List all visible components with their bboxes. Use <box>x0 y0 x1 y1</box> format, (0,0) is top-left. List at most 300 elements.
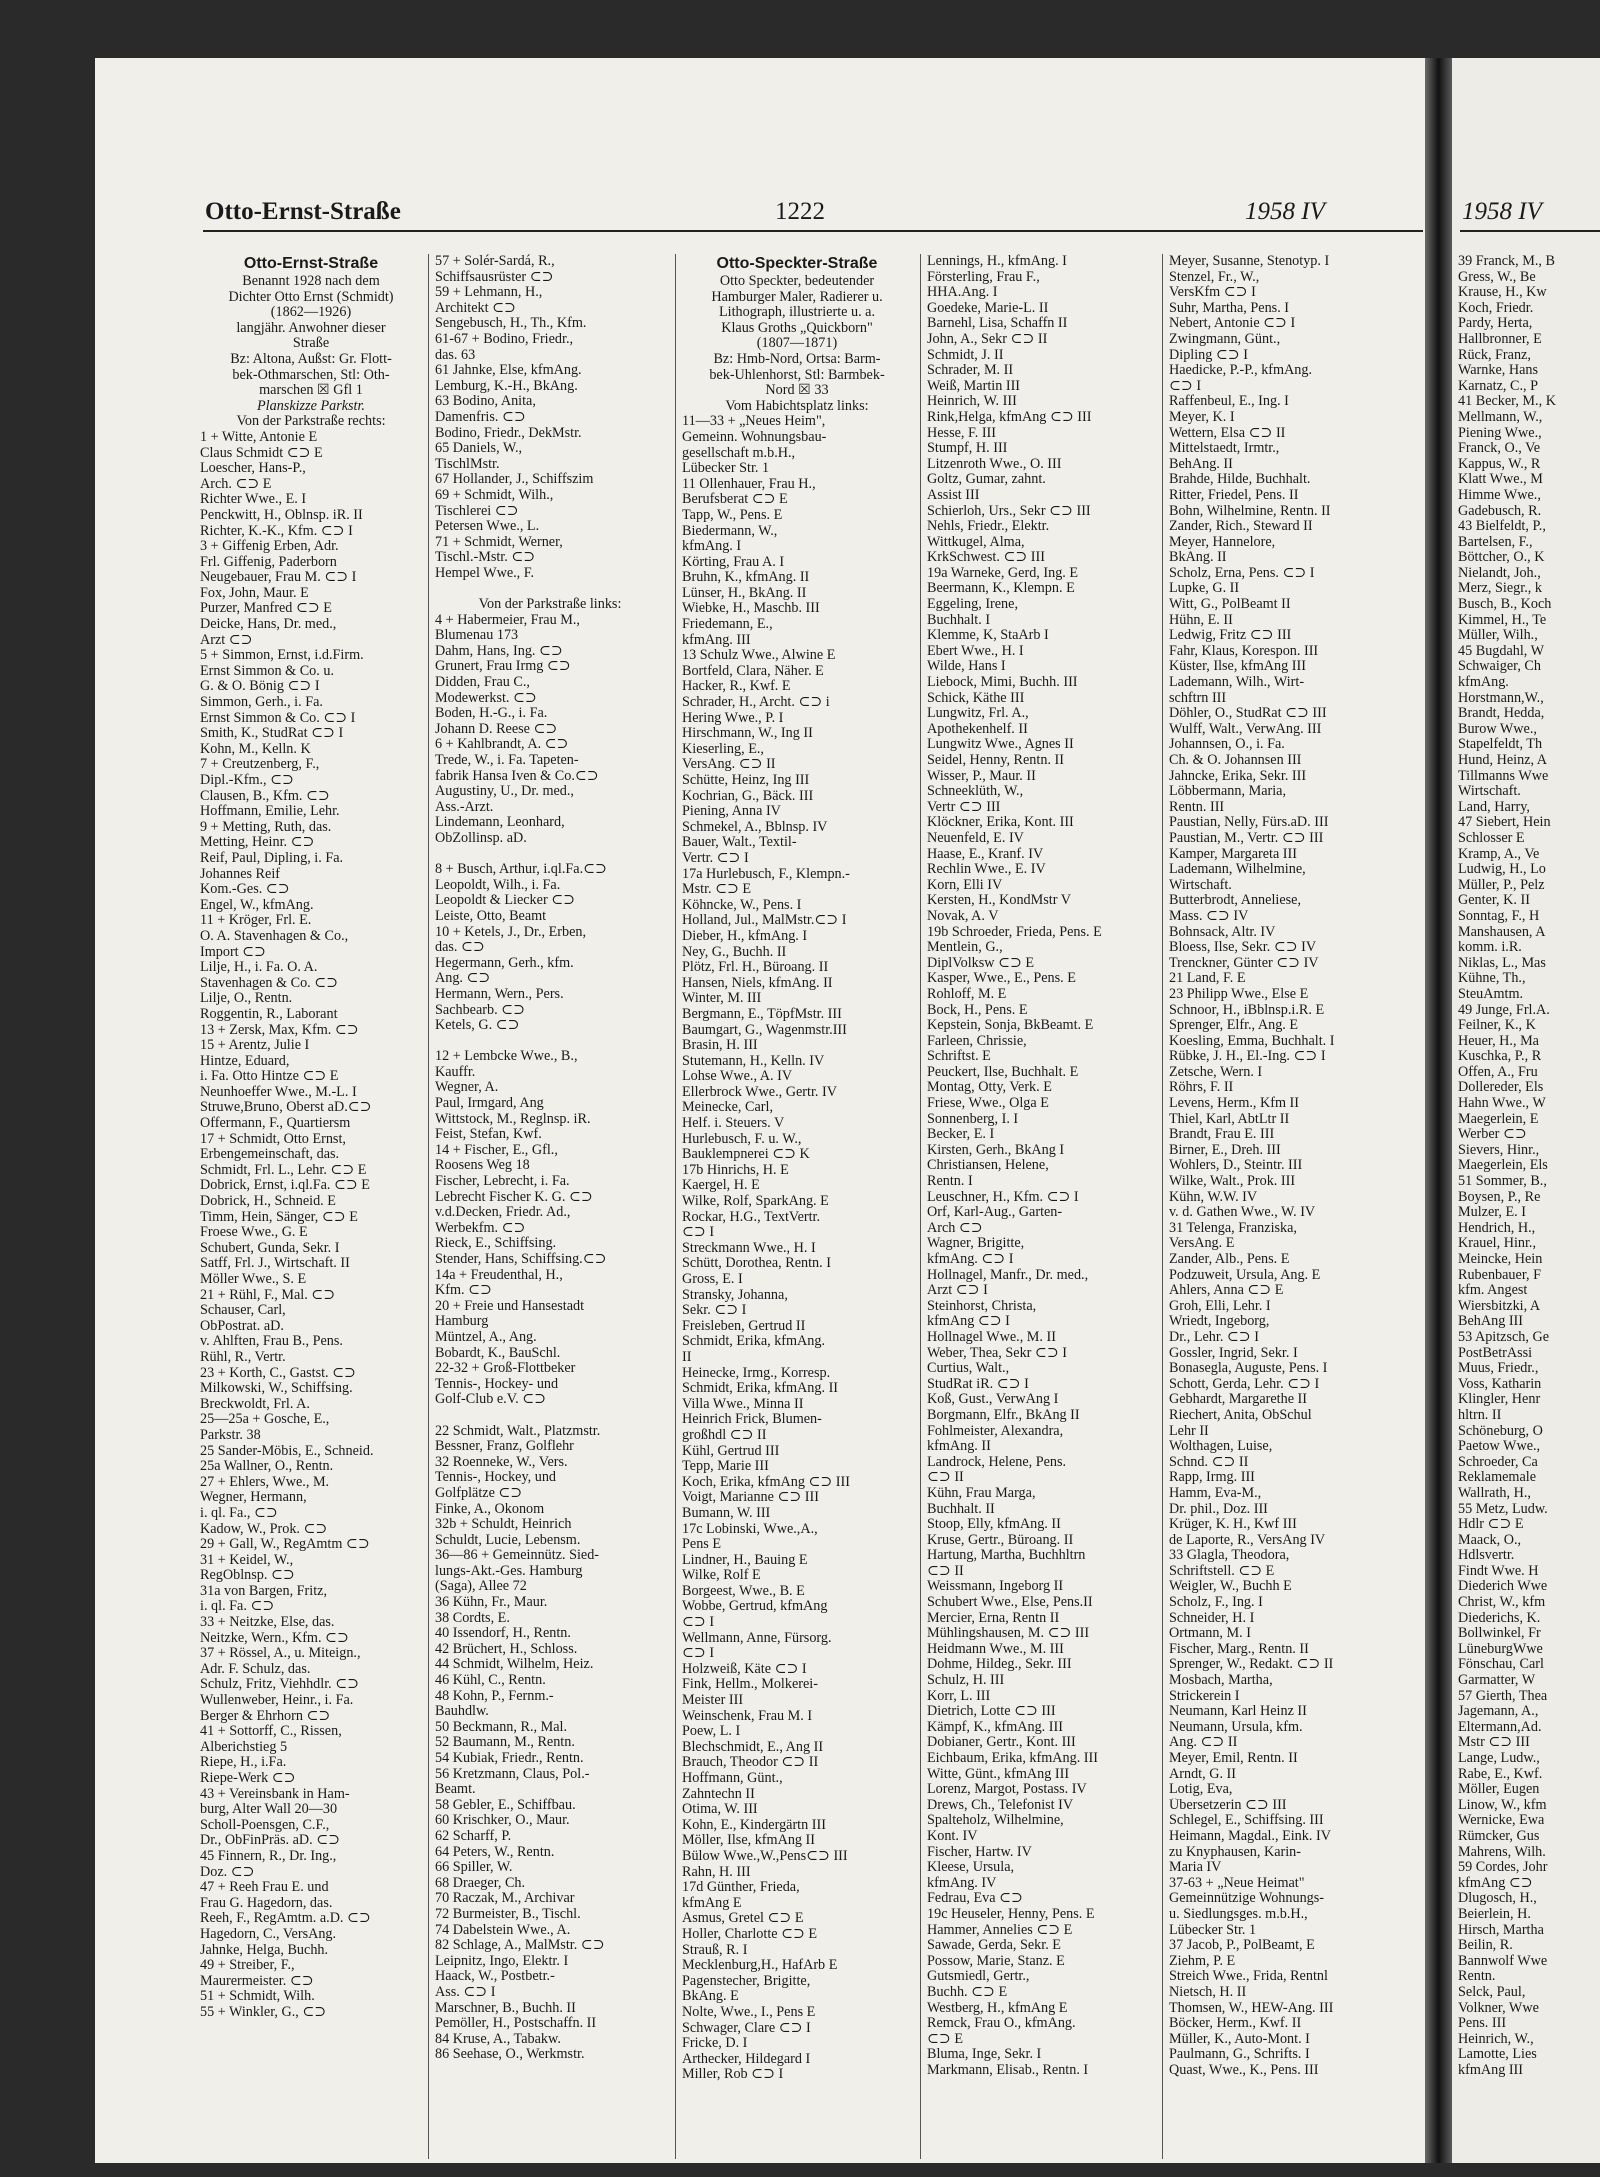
directory-entry: Rentn. I <box>927 1174 973 1190</box>
directory-entry: Adr. F. Schulz, das. <box>200 1661 311 1677</box>
directory-entry: 71 + Schmidt, Werner, <box>435 534 563 550</box>
directory-entry: Apothekenhelf. II <box>927 721 1028 737</box>
directory-entry: Rieck, E., Schiffsing. <box>435 1236 557 1252</box>
directory-entry: Schöneburg, O <box>1458 1422 1543 1439</box>
directory-entry: Mstr ⊂⊃ III <box>1458 1734 1530 1751</box>
directory-entry: Christ, W., kfm <box>1458 1594 1546 1611</box>
directory-entry: Von der Parkstraße links: <box>478 597 622 613</box>
directory-entry: Bz: Altona, Außst: Gr. Flott- <box>230 351 392 367</box>
directory-entry: 17b Hinrichs, H. E <box>682 1162 789 1178</box>
directory-entry: Kadow, W., Prok. ⊂⊃ <box>200 1521 328 1537</box>
directory-entry: Heinrich, W., <box>1458 2030 1534 2047</box>
directory-entry: Johannes Reif <box>200 866 280 882</box>
directory-entry: Müller, K., Auto-Mont. I <box>1169 2031 1310 2047</box>
directory-entry: Paetow Wwe., <box>1458 1438 1541 1455</box>
directory-entry: Modewerkst. ⊂⊃ <box>435 690 537 706</box>
directory-entry: zu Knyphausen, Karin- <box>1169 1844 1301 1860</box>
directory-entry: Schriftst. E <box>927 1049 991 1065</box>
directory-entry: bek-Uhlenhorst, Stl: Barmbek- <box>709 367 885 383</box>
directory-entry: 14a + Freudenthal, H., <box>435 1267 563 1283</box>
directory-entry: Schauser, Carl, <box>200 1303 286 1319</box>
directory-entry: Lilje, H., i. Fa. O. A. <box>200 960 318 976</box>
directory-entry: Schroeder, Ca <box>1458 1453 1538 1470</box>
directory-entry: Dobrick, Ernst, i.ql.Fa. ⊂⊃ E <box>200 1178 370 1194</box>
directory-entry: Gadebusch, R. <box>1458 502 1542 519</box>
directory-entry: Jagemann, A., <box>1458 1703 1539 1720</box>
directory-entry: Wilde, Hans I <box>927 659 1006 675</box>
directory-entry: 21 + Rühl, F., Mal. ⊂⊃ <box>200 1287 336 1303</box>
directory-entry: Purzer, Manfred ⊂⊃ E <box>200 601 332 617</box>
directory-entry: 43 Bielfeldt, P., <box>1458 518 1546 535</box>
directory-entry: Bz: Hmb-Nord, Ortsa: Barm- <box>713 351 881 367</box>
directory-entry: Nord ☒ 33 <box>765 383 829 399</box>
directory-entry: gesellschaft m.b.H., <box>682 445 796 461</box>
directory-entry: Schütte, Heinz, Ing III <box>682 773 810 788</box>
directory-entry: Schrader, H., Archt. ⊂⊃ i <box>682 695 830 711</box>
directory-entry: Goltz, Gumar, zahnt. <box>927 472 1046 488</box>
directory-entry: 38 Cordts, E. <box>435 1610 510 1626</box>
directory-entry: 59 + Lehmann, H., <box>435 285 543 301</box>
directory-entry: Stavenhagen & Co. ⊂⊃ <box>200 975 339 991</box>
directory-entry: Döhler, O., StudRat ⊂⊃ III <box>1169 706 1327 722</box>
directory-entry: 52 Baumann, M., Rentn. <box>435 1735 575 1751</box>
column-1 <box>200 254 422 2159</box>
directory-entry: Parkstr. 38 <box>200 1427 261 1443</box>
directory-entry: Wobbe, Gertrud, kfmAng <box>682 1599 828 1615</box>
directory-entry: Löbbermann, Maria, <box>1169 784 1287 800</box>
directory-entry: Lemburg, K.-H., BkAng. <box>435 378 578 394</box>
directory-entry: Wagner, Brigitte, <box>927 1236 1025 1252</box>
directory-entry: Lungwitz Wwe., Agnes II <box>927 737 1074 753</box>
directory-entry: Buchhalt. I <box>927 612 991 628</box>
directory-entry: Deicke, Hans, Dr. med., <box>200 617 337 633</box>
directory-entry: Fink, Hellm., Molkerei- <box>682 1677 818 1693</box>
directory-entry: Bumann, W. III <box>682 1505 771 1521</box>
directory-entry: Krause, H., Kw <box>1458 284 1547 301</box>
directory-entry: Leuschner, H., Kfm. ⊂⊃ I <box>927 1189 1079 1205</box>
directory-entry: Neuenfeld, E. IV <box>927 830 1024 846</box>
directory-entry: Neugebauer, Frau M. ⊂⊃ I <box>200 570 357 586</box>
directory-entry: Baumgart, G., Wagenmstr.III <box>682 1022 847 1038</box>
directory-entry: Böcker, Herm., Kwf. II <box>1169 2016 1302 2032</box>
page-number: 1222 <box>775 198 825 225</box>
directory-entry: Otto Speckter, bedeutender <box>719 274 875 289</box>
directory-entry: Satff, Frl. J., Wirtschaft. II <box>200 1256 350 1272</box>
directory-entry: i. Fa. Otto Hintze ⊂⊃ E <box>200 1069 339 1085</box>
directory-entry: schftrn III <box>1169 690 1227 706</box>
directory-entry: Hund, Heinz, A <box>1458 752 1548 768</box>
directory-entry: Stoop, Elly, kfmAng. II <box>927 1517 1061 1533</box>
directory-entry: Hoffmann, Günt., <box>682 1771 783 1786</box>
directory-entry: Heinecke, Irmg., Korresp. <box>682 1365 831 1381</box>
directory-entry: das. 63 <box>435 347 476 363</box>
directory-entry: Roggentin, R., Laborant <box>200 1006 338 1022</box>
directory-entry: 72 Burmeister, B., Tischl. <box>435 1906 581 1922</box>
directory-entry: Wulff, Walt., VerwAng. III <box>1169 721 1322 737</box>
directory-entry: Dipl.-Kfm., ⊂⊃ <box>200 773 294 788</box>
column-divider <box>428 254 429 2159</box>
directory-entry: Manshausen, A <box>1458 923 1546 940</box>
directory-entry: Lademann, Wilh., Wirt- <box>1169 675 1305 691</box>
directory-entry: Brandt, Frau E. III <box>1169 1127 1275 1143</box>
column-divider <box>675 254 676 2159</box>
directory-entry: Hoffmann, Emilie, Lehr. <box>200 804 340 820</box>
directory-entry: Hintze, Eduard, <box>200 1053 290 1069</box>
directory-entry: Damenfris. ⊂⊃ <box>435 409 526 425</box>
directory-entry: LüneburgWwe <box>1458 1640 1543 1657</box>
directory-entry: Bortfeld, Clara, Näher. E <box>682 663 824 679</box>
directory-entry: ⊂⊃ I <box>682 1615 715 1631</box>
directory-entry: Riechert, Anita, ObSchul <box>1169 1407 1312 1423</box>
directory-entry: 61 Jahnke, Else, kfmAng. <box>435 363 582 379</box>
directory-entry: Quast, Wwe., K., Pens. III <box>1169 2062 1319 2078</box>
directory-entry: Hollnagel, Manfr., Dr. med., <box>927 1267 1089 1283</box>
directory-entry: ObPostrat. aD. <box>200 1318 284 1334</box>
directory-entry: Benannt 1928 nach dem <box>242 274 380 289</box>
directory-entry: Raffenbeul, E., Ing. I <box>1169 394 1289 410</box>
directory-entry: Böttcher, O., K <box>1458 549 1545 566</box>
directory-entry: Lindner, H., Bauing E <box>682 1552 808 1568</box>
column-divider <box>920 254 921 2159</box>
directory-entry: Fox, John, Maur. E <box>200 585 309 601</box>
directory-entry: Augustiny, U., Dr. med., <box>435 784 574 800</box>
directory-entry: Pagenstecher, Brigitte, <box>682 1973 811 1989</box>
directory-entry: 1 + Witte, Antonie E <box>200 429 318 445</box>
directory-entry: Biedermann, W., <box>682 523 778 539</box>
directory-entry: HHA.Ang. I <box>927 285 998 301</box>
directory-entry: Piening Wwe., <box>1458 424 1542 441</box>
directory-entry: Schlegel, E., Schiffsing. III <box>1169 1813 1324 1829</box>
directory-entry: Frl. Giffenig, Paderborn <box>200 554 337 570</box>
directory-entry: Schütt, Dorothea, Rentn. I <box>682 1256 831 1272</box>
directory-entry: Piening, Anna IV <box>682 804 781 820</box>
directory-entry: Nielandt, Joh., <box>1458 564 1541 581</box>
year-volume: 1958 IV <box>1245 198 1325 225</box>
directory-entry: 41 Becker, M., K <box>1458 393 1556 410</box>
directory-entry: 51 + Schmidt, Wilh. <box>200 1989 315 2005</box>
directory-entry: Hühn, E. II <box>1169 612 1233 628</box>
directory-entry: 11 Ollenhauer, Frau H., <box>682 476 816 492</box>
directory-entry: Stumpf, H. III <box>927 441 1008 457</box>
directory-entry: Johannsen, O., i. Fa. <box>1169 737 1285 753</box>
directory-entry: Warnke, Hans <box>1458 362 1539 379</box>
column-2 <box>435 254 665 2159</box>
directory-entry: Maack, O., <box>1458 1531 1522 1548</box>
directory-entry: Mühlingshausen, M. ⊂⊃ III <box>927 1626 1090 1642</box>
directory-entry: Kohn, E., Kindergärtn III <box>682 1817 826 1833</box>
directory-entry: Schuldt, Lucie, Lebensm. <box>435 1532 581 1548</box>
directory-entry: 41 + Sottorff, C., Rissen, <box>200 1724 342 1740</box>
directory-entry: ⊂⊃ II <box>927 1470 964 1486</box>
directory-entry: Steinhorst, Christa, <box>927 1298 1037 1314</box>
directory-entry: Hamburg <box>435 1314 489 1330</box>
directory-entry: 84 Kruse, A., Tabakw. <box>435 2031 561 2047</box>
directory-entry: Wittstock, M., Reglnsp. iR. <box>435 1111 591 1127</box>
directory-entry: Roosens Weg 18 <box>435 1158 530 1174</box>
directory-entry: Streich Wwe., Frida, Rentnl <box>1169 1969 1328 1985</box>
directory-entry: v. Ahlften, Frau B., Pens. <box>200 1334 343 1350</box>
directory-entry: Dieber, H., kfmAng. I <box>682 928 808 944</box>
directory-entry: Levens, Herm., Kfm II <box>1169 1096 1300 1112</box>
directory-entry: John, A., Sekr ⊂⊃ II <box>927 331 1048 347</box>
directory-entry: Hamm, Eva-M., <box>1169 1485 1262 1501</box>
directory-entry: 25—25a + Gosche, E., <box>200 1412 330 1428</box>
directory-entry: 74 Dabelstein Wwe., A. <box>435 1922 571 1938</box>
directory-entry: Kasper, Wwe., E., Pens. E <box>927 971 1076 987</box>
directory-entry: Lehr II <box>1169 1423 1209 1439</box>
directory-entry: 65 Daniels, W., <box>435 441 523 457</box>
directory-entry: 3 + Giffenig Erben, Adr. <box>200 539 339 555</box>
directory-entry: kfmAng ⊂⊃ I <box>927 1314 1010 1330</box>
directory-entry: Gress, W., Be <box>1458 268 1536 285</box>
directory-entry: Orf, Karl-Aug., Garten- <box>927 1205 1063 1221</box>
directory-entry: Ang. ⊂⊃ <box>435 971 491 987</box>
directory-entry: Heinrich Frick, Blumen- <box>682 1412 822 1428</box>
directory-entry: SteuAmtm. <box>1458 985 1524 1002</box>
directory-entry: TischlMstr. <box>435 456 500 472</box>
directory-entry: Simmon, Gerh., i. Fa. <box>200 695 323 711</box>
directory-entry: Hammer, Annelies ⊂⊃ E <box>927 1922 1073 1938</box>
directory-entry: Kleese, Ursula, <box>927 1860 1015 1876</box>
directory-entry: Schiffsausrüster ⊂⊃ <box>435 269 554 285</box>
directory-entry: Tillmanns Wwe <box>1458 767 1549 784</box>
directory-entry: Wallrath, H., <box>1458 1484 1531 1501</box>
directory-entry: 23 + Korth, C., Gastst. ⊂⊃ <box>200 1365 356 1381</box>
directory-entry: Lupke, G. II <box>1169 581 1240 597</box>
directory-entry: Kaergel, H. E <box>682 1178 760 1194</box>
directory-entry: Lithograph, illustrierte u. a. <box>718 305 876 321</box>
directory-entry: Possow, Marie, Stanz. E <box>927 1953 1065 1969</box>
directory-entry: Didden, Frau C., <box>435 675 530 691</box>
directory-entry: Paustian, Nelly, Fürs.aD. III <box>1169 815 1329 831</box>
directory-entry: Erbengemeinschaft, das. <box>200 1147 340 1163</box>
directory-entry: Becker, E. I <box>927 1127 995 1143</box>
directory-entry: Straße <box>292 336 330 352</box>
directory-entry <box>435 1408 665 1424</box>
directory-entry: 48 Kohn, P., Fernm.- <box>435 1688 554 1704</box>
directory-entry: Mstr. ⊂⊃ E <box>682 882 752 898</box>
directory-entry: G. & O. Bönig ⊂⊃ I <box>200 679 320 695</box>
directory-entry: Korn, Elli IV <box>927 877 1003 893</box>
directory-entry: 66 Spiller, W. <box>435 1860 513 1876</box>
directory-entry: Plötz, Frl. H., Büroang. II <box>682 960 829 976</box>
directory-entry: Koß, Gust., VerwAng I <box>927 1392 1059 1408</box>
directory-entry: Kersten, H., KondMstr V <box>927 893 1071 909</box>
directory-entry: Peuckert, Ilse, Buchhalt. E <box>927 1064 1079 1080</box>
directory-entry: Novak, A. V <box>927 908 999 924</box>
directory-entry: Birner, E., Dreh. III <box>1169 1142 1281 1158</box>
directory-entry: Volkner, Wwe <box>1458 1999 1539 2016</box>
directory-entry: PostBetrAssi <box>1458 1344 1533 1361</box>
directory-entry: Beierlein, H. <box>1458 1905 1531 1922</box>
directory-entry: Wiebke, H., Maschb. III <box>682 601 820 617</box>
directory-entry: Mellmann, W., <box>1458 408 1543 425</box>
directory-entry: Von der Parkstraße rechts: <box>236 414 386 430</box>
directory-entry: Paustian, M., Vertr. ⊂⊃ III <box>1169 830 1324 846</box>
directory-entry: Stutemann, H., Kelln. IV <box>682 1053 825 1069</box>
directory-entry: v. d. Gathen Wwe., W. IV <box>1169 1205 1316 1221</box>
directory-entry: Brahde, Hilde, Buchhalt. <box>1169 472 1311 488</box>
directory-entry: Sonnenberg, I. I <box>927 1111 1019 1127</box>
directory-entry: Weber, Thea, Sekr ⊂⊃ I <box>927 1345 1067 1361</box>
directory-entry: Hagedorn, C., VersAng. <box>200 1926 337 1942</box>
directory-entry: Eltermann,Ad. <box>1458 1718 1542 1735</box>
directory-entry: Meyer, K. I <box>1169 409 1235 425</box>
directory-entry: Wiersbitzki, A <box>1458 1297 1541 1314</box>
directory-entry: Koch, Friedr. <box>1458 299 1534 316</box>
directory-entry: Penckwitt, H., Oblnsp. iR. II <box>200 507 363 523</box>
directory-entry: Beamt. <box>435 1782 476 1798</box>
street-heading: Otto-Ernst-Straße <box>243 255 379 272</box>
directory-entry: Schlosser E <box>1458 829 1525 846</box>
directory-entry: Dichter Otto Ernst (Schmidt) <box>228 289 394 305</box>
directory-entry: Meinecke, Carl, <box>682 1100 773 1116</box>
directory-entry: 17c Lobinski, Wwe.,A., <box>682 1521 818 1537</box>
directory-entry: VersAng. E <box>1169 1236 1235 1252</box>
directory-entry: Rübke, J. H., El.-Ing. ⊂⊃ I <box>1169 1049 1326 1065</box>
directory-entry: Engel, W., kfmAng. <box>200 897 314 913</box>
directory-entry: Rohloff, M. E <box>927 986 1007 1002</box>
directory-entry: Koesling, Emma, Buchhalt. I <box>1169 1033 1335 1049</box>
directory-entry: Himme Wwe., <box>1458 486 1541 503</box>
directory-entry: Hendrich, H., <box>1458 1219 1536 1236</box>
directory-entry: Trenckner, Günter ⊂⊃ IV <box>1169 955 1319 971</box>
directory-entry: Richter, K.-K., Kfm. ⊂⊃ I <box>200 523 353 539</box>
directory-entry: StudRat iR. ⊂⊃ I <box>927 1376 1029 1392</box>
directory-entry: Neitzke, Wern., Kfm. ⊂⊃ <box>200 1630 349 1646</box>
directory-entry: Timm, Hein, Sänger, ⊂⊃ E <box>200 1209 358 1225</box>
directory-entry: Lademann, Wilhelmine, <box>1169 862 1306 878</box>
directory-entry <box>435 847 665 863</box>
directory-entry: Meyer, Hannelore, <box>1169 534 1276 550</box>
directory-entry: Weiß, Martin III <box>927 378 1021 394</box>
directory-entry: Nolte, Wwe., I., Pens E <box>682 2004 816 2020</box>
directory-entry: lungs-Akt.-Ges. Hamburg <box>435 1563 583 1579</box>
directory-entry: 11—33 + „Neues Heim", <box>682 414 826 430</box>
directory-entry: Brauch, Theodor ⊂⊃ II <box>682 1755 819 1771</box>
directory-entry: Fischer, Lebrecht, i. Fa. <box>435 1174 570 1190</box>
directory-entry: Schnoor, H., iBblnsp.i.R. E <box>1169 1002 1325 1018</box>
directory-entry: Kauffr. <box>435 1064 476 1080</box>
directory-entry: 22 Schmidt, Walt., Platzmstr. <box>435 1423 601 1439</box>
directory-entry: Findt Wwe. H <box>1458 1562 1539 1579</box>
directory-entry: ⊂⊃ I <box>682 1646 715 1662</box>
directory-entry: 36 Kühn, Fr., Maur. <box>435 1595 548 1611</box>
directory-entry: Holland, Jul., MalMstr.⊂⊃ I <box>682 913 847 929</box>
directory-entry: kfmAng. <box>1458 674 1509 691</box>
directory-entry: 5 + Simmon, Ernst, i.d.Firm. <box>200 648 364 664</box>
directory-entry: 69 + Schmidt, Wilh., <box>435 487 554 503</box>
directory-entry: DiplVolksw ⊂⊃ E <box>927 955 1035 971</box>
directory-entry: Clausen, B., Kfm. ⊂⊃ <box>200 788 330 804</box>
directory-entry: Zahntechn II <box>682 1786 755 1802</box>
directory-entry: Strickerein I <box>1169 1688 1240 1704</box>
directory-entry: Asmus, Gretel ⊂⊃ E <box>682 1911 804 1927</box>
directory-entry: Möller Wwe., S. E <box>200 1272 307 1287</box>
directory-entry: Ass. ⊂⊃ I <box>435 1984 496 2000</box>
directory-entry: Heuer, H., Ma <box>1458 1032 1539 1049</box>
directory-entry: Kohn, M., Kelln. K <box>200 741 311 757</box>
directory-entry: 82 Schlage, A., MalMstr. ⊂⊃ <box>435 1938 605 1954</box>
directory-entry: Klingler, Henr <box>1458 1391 1541 1408</box>
directory-entry: Blechschmidt, E., Ang II <box>682 1739 824 1755</box>
directory-entry: 36—86 + Gemeinnütz. Sied- <box>435 1548 600 1564</box>
directory-entry: Ledwig, Fritz ⊂⊃ III <box>1169 628 1292 644</box>
directory-entry: Wolthagen, Luise, <box>1169 1439 1273 1455</box>
directory-entry: Leopoldt & Liecker ⊂⊃ <box>435 893 575 909</box>
book-gutter <box>1425 58 1452 2163</box>
directory-entry: Bluma, Inge, Sekr. I <box>927 2047 1042 2063</box>
directory-entry: Ang. ⊂⊃ II <box>1169 1735 1238 1751</box>
directory-entry: Montag, Otty, Verk. E <box>927 1080 1052 1096</box>
directory-entry: Hansen, Niels, kfmAng. II <box>682 975 833 991</box>
directory-entry: Dlugosch, H., <box>1458 1890 1537 1907</box>
directory-entry: Schnd. ⊂⊃ II <box>1169 1454 1249 1470</box>
directory-entry: Schmidt, J. II <box>927 347 1004 363</box>
directory-entry: KrkSchwest. ⊂⊃ III <box>927 550 1045 566</box>
directory-entry: Lübecker Str. 1 <box>1169 1922 1257 1938</box>
directory-entry: Nehls, Friedr., Elektr. <box>927 519 1050 535</box>
directory-entry: Voigt, Marianne ⊂⊃ III <box>682 1490 819 1506</box>
directory-entry: Liebock, Mimi, Buchh. III <box>927 675 1078 691</box>
directory-entry: Kirsten, Gerh., BkAng I <box>927 1142 1065 1158</box>
directory-entry: Schneider, H. I <box>1169 1610 1255 1626</box>
directory-entry: Ebert Wwe., H. I <box>927 643 1024 659</box>
directory-entry: Rapp, Irmg. III <box>1169 1470 1255 1486</box>
directory-entry: 50 Beckmann, R., Mal. <box>435 1719 568 1735</box>
directory-entry: Rahn, H. III <box>682 1864 751 1880</box>
directory-entry: Otima, W. III <box>682 1802 758 1818</box>
directory-entry: Butterbrodt, Anneliese, <box>1169 893 1301 909</box>
directory-entry: Fahr, Klaus, Korespon. III <box>1169 643 1319 659</box>
directory-entry: Übersetzerin ⊂⊃ III <box>1169 1797 1287 1813</box>
directory-entry: Försterling, Frau F., <box>927 269 1040 285</box>
directory-entry: 19b Schroeder, Frieda, Pens. E <box>927 924 1102 940</box>
directory-entry: Golfplätze ⊂⊃ <box>435 1485 523 1501</box>
directory-entry: Riepe, H., i.Fa. <box>200 1755 287 1771</box>
directory-entry: 68 Draeger, Ch. <box>435 1875 526 1891</box>
directory-entry: Bruhn, K., kfmAng. II <box>682 570 810 586</box>
directory-entry: Johann D. Reese ⊂⊃ <box>435 721 558 737</box>
directory-entry: Schubert, Gunda, Sekr. I <box>200 1240 340 1256</box>
directory-entry: Jahncke, Erika, Sekr. III <box>1169 768 1307 784</box>
directory-entry: Karnatz, C., P <box>1458 377 1538 394</box>
directory-entry: Meister III <box>682 1693 744 1709</box>
directory-entry: Bohnsack, Altr. IV <box>1169 924 1276 940</box>
directory-entry: Schierloh, Urs., Sekr ⊂⊃ III <box>927 503 1091 519</box>
directory-entry: Heidmann Wwe., M. III <box>927 1641 1064 1657</box>
directory-entry: Scholz, Erna, Pens. ⊂⊃ I <box>1169 565 1315 581</box>
directory-entry: Landrock, Helene, Pens. <box>927 1454 1067 1470</box>
directory-entry: 59 Cordes, Johr <box>1458 1859 1548 1876</box>
directory-entry: 14 + Fischer, E., Gfl., <box>435 1142 558 1158</box>
directory-entry: Schrader, M. II <box>927 363 1014 379</box>
directory-entry: Jahnke, Helga, Buchh. <box>200 1942 329 1958</box>
directory-entry: Mecklenburg,H., HafArb E <box>682 1958 838 1974</box>
directory-entry: Haedicke, P.-P., kfmAng. <box>1169 363 1313 379</box>
directory-entry: Richter Wwe., E. I <box>200 492 307 508</box>
directory-entry: Wriedt, Ingeborg, <box>1169 1314 1270 1330</box>
directory-entry: 61-67 + Bodino, Friedr., <box>435 331 574 347</box>
directory-entry: ⊂⊃ E <box>927 2031 963 2047</box>
directory-entry: II <box>682 1349 692 1365</box>
directory-entry: Rockar, H.G., TextVertr. <box>682 1209 821 1225</box>
directory-entry: Möller, Eugen <box>1458 1781 1540 1798</box>
column-4 <box>927 254 1155 2159</box>
directory-entry: Gossler, Ingrid, Sekr. I <box>1169 1345 1298 1361</box>
directory-entry: Ortmann, M. I <box>1169 1626 1251 1642</box>
directory-entry: Klemme, K, StaArb I <box>927 628 1049 644</box>
